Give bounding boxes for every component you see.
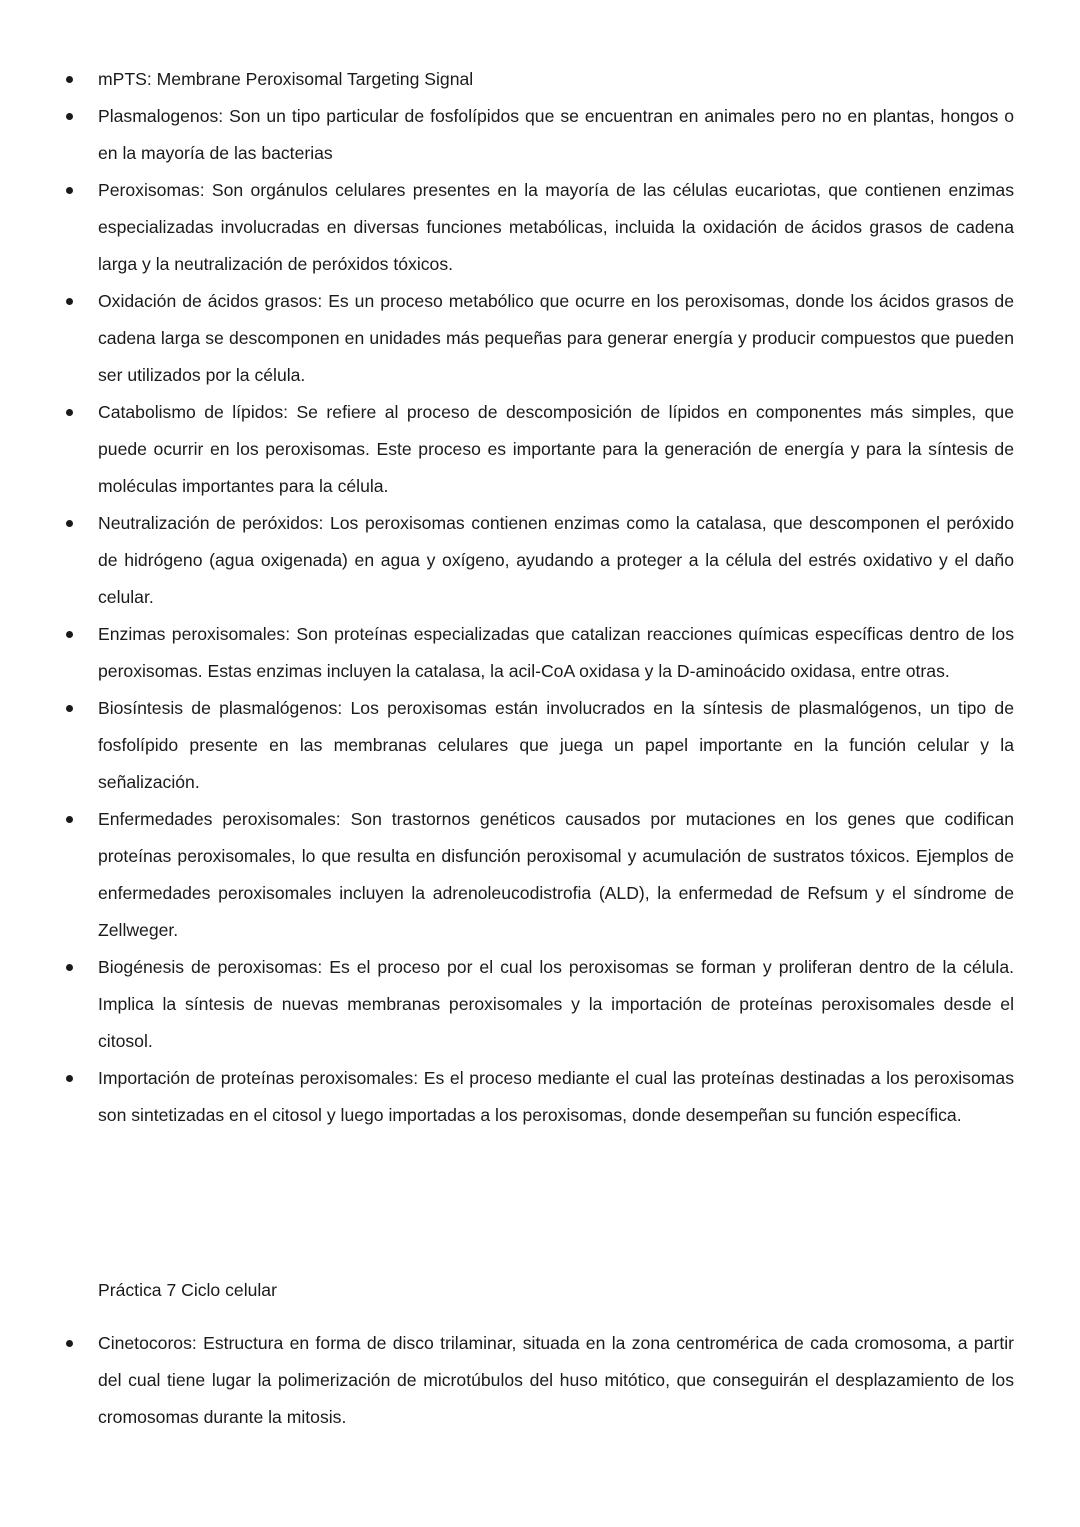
bullet-icon [66, 964, 73, 971]
list-item [98, 283, 1014, 394]
list-item-text: Peroxisomas: Son orgánulos celulares presentes en la mayoría de las células eucariotas, que contienen enzimas especializadas involucradas en diversas funciones metabólicas, incluida la oxidación de ácidos grasos de cadena larga y la neutralización de peróxidos tóxicos. [98, 180, 1014, 274]
bullet-icon [66, 187, 73, 194]
list-item [98, 1325, 1014, 1436]
list-item [98, 949, 1014, 1060]
list-item-text: Neutralización de peróxidos: Los peroxisomas contienen enzimas como la catalasa, que descomponen el peróxido de hidrógeno (agua oxigenada) en agua y oxígeno, ayudando a proteger a la célula del estrés oxidativo y el daño celular. [98, 513, 1014, 607]
bullet-icon [66, 705, 73, 712]
list-item-text: Catabolismo de lípidos: Se refiere al proceso de descomposición de lípidos en componentes más simples, que puede ocurrir en los peroxisomas. Este proceso es importante para la generación de energía y para la síntesis de moléculas importantes para la célula. [98, 402, 1014, 496]
bullet-icon [66, 1075, 73, 1082]
bullet-icon [66, 520, 73, 527]
list-item-text: Enzimas peroxisomales: Son proteínas especializadas que catalizan reacciones químicas específicas dentro de los peroxisomas. Estas enzimas incluyen la catalasa, la acil-CoA oxidasa y la D-aminoácido oxidasa, entre otras. [98, 624, 1014, 681]
list-item-text: Enfermedades peroxisomales: Son trastornos genéticos causados por mutaciones en los genes que codifican proteínas peroxisomales, lo que resulta en disfunción peroxisomal y acumulación de sustratos tóxicos. Ejemplos de enfermedades peroxisomales incluyen la adrenoleucodistrofia (ALD), la enfermedad de Refsum y el síndrome de Zellweger. [98, 809, 1014, 940]
list-item [98, 616, 1014, 690]
list-item [98, 98, 1014, 172]
list-item-text: Oxidación de ácidos grasos: Es un proceso metabólico que ocurre en los peroxisomas, donde los ácidos grasos de cadena larga se descomponen en unidades más pequeñas para generar energía y producir compuestos que pueden ser utilizados por la célula. [98, 291, 1014, 385]
list-item [98, 1060, 1014, 1134]
list-item-text: mPTS: Membrane Peroxisomal Targeting Signal [98, 69, 474, 89]
list-item [98, 61, 1014, 98]
list-item-text: Cinetocoros: Estructura en forma de disco trilaminar, situada en la zona centromérica de cada cromosoma, a partir del cual tiene lugar la polimerización de microtúbulos del huso mitótico, que conseguirán el desplazamiento de los cromosomas durante la mitosis. [98, 1333, 1014, 1427]
bullet-icon [66, 113, 73, 120]
list-item [98, 801, 1014, 949]
list-item-text: Biogénesis de peroxisomas: Es el proceso por el cual los peroxisomas se forman y proliferan dentro de la célula. Implica la síntesis de nuevas membranas peroxisomales y la importación de proteínas peroxisomales desde el citosol. [98, 957, 1014, 1051]
bullet-icon [66, 76, 73, 83]
list-item-text: Importación de proteínas peroxisomales: Es el proceso mediante el cual las proteínas destinadas a los peroxisomas son sintetizadas en el citosol y luego importadas a los peroxisomas, donde desempeñan su función específica. [98, 1068, 1014, 1125]
list-item-text: Plasmalogenos: Son un tipo particular de fosfolípidos que se encuentran en animales pero no en plantas, hongos o en la mayoría de las bacterias [98, 106, 1014, 163]
list-item-text: Biosíntesis de plasmalógenos: Los peroxisomas están involucrados en la síntesis de plasmalógenos, un tipo de fosfolípido presente en las membranas celulares que juega un papel importante en la función celular y la señalización. [98, 698, 1014, 792]
section-heading: Práctica 7 Ciclo celular [98, 1280, 277, 1300]
bullet-icon [66, 816, 73, 823]
bullet-icon [66, 631, 73, 638]
bullet-icon [66, 1340, 73, 1347]
definition-list [98, 61, 1014, 1134]
list-item [98, 172, 1014, 283]
list-item [98, 394, 1014, 505]
section-definition-list [98, 1325, 1014, 1436]
bullet-icon [66, 409, 73, 416]
bullet-icon [66, 298, 73, 305]
list-item [98, 690, 1014, 801]
list-item [98, 505, 1014, 616]
